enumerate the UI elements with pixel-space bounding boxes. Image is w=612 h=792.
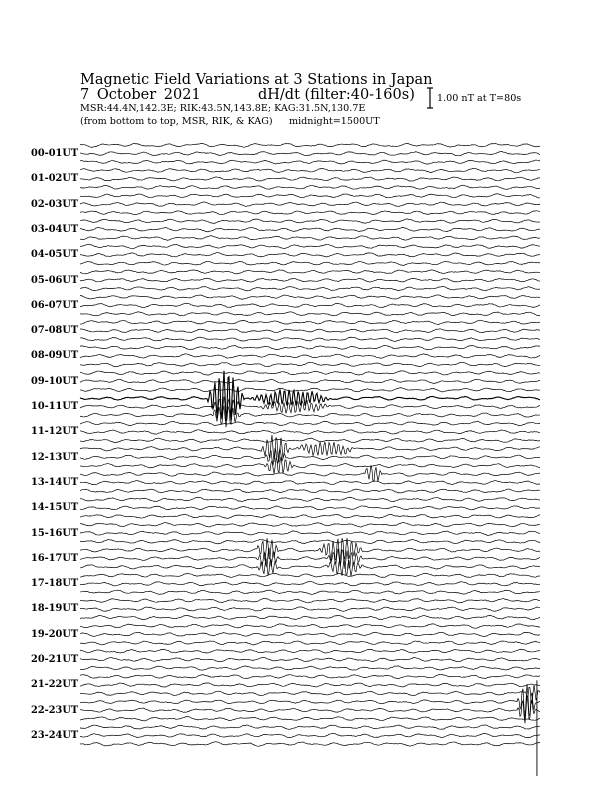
trace-rik bbox=[80, 581, 540, 585]
trace-msr bbox=[80, 666, 540, 670]
trace-kag bbox=[80, 624, 540, 628]
trace-rik bbox=[80, 506, 540, 510]
hour-label: 23-24UT bbox=[31, 729, 79, 741]
trace-msr bbox=[80, 236, 540, 241]
trace-msr bbox=[80, 685, 540, 704]
trace-kag bbox=[80, 674, 540, 678]
station-order-note: (from bottom to top, MSR, RIK, & KAG) bbox=[80, 116, 273, 127]
trace-kag bbox=[80, 371, 540, 375]
trace-kag bbox=[80, 497, 540, 501]
trace-msr bbox=[80, 457, 540, 474]
trace-msr bbox=[80, 514, 540, 518]
hour-label: 14-15UT bbox=[31, 502, 79, 514]
trace-msr bbox=[80, 160, 540, 164]
trace-rik bbox=[80, 607, 540, 611]
midnight-note: midnight=1500UT bbox=[289, 116, 380, 127]
trace-msr bbox=[80, 742, 540, 747]
trace-msr bbox=[80, 261, 540, 265]
hour-label: 04-05UT bbox=[31, 249, 79, 261]
hour-label: 06-07UT bbox=[31, 299, 79, 311]
trace-kag bbox=[80, 421, 540, 426]
trace-msr bbox=[80, 590, 540, 594]
trace-rik bbox=[80, 253, 540, 257]
trace-kag bbox=[80, 371, 540, 421]
trace-msr bbox=[80, 558, 540, 576]
trace-kag bbox=[80, 649, 540, 653]
trace-msr bbox=[80, 362, 540, 367]
trace-kag bbox=[80, 219, 540, 224]
trace-rik bbox=[80, 733, 540, 737]
trace-kag bbox=[80, 598, 540, 603]
trace-rik bbox=[80, 480, 540, 484]
trace-rik bbox=[80, 683, 540, 687]
trace-kag bbox=[80, 270, 540, 274]
hour-label: 20-21UT bbox=[31, 654, 79, 665]
trace-rik bbox=[80, 177, 540, 181]
trace-rik bbox=[80, 379, 540, 383]
chart-title: Magnetic Field Variations at 3 Stations in Japan bbox=[80, 72, 433, 88]
trace-msr bbox=[80, 641, 540, 645]
trace-rik bbox=[80, 632, 540, 636]
hour-label: 18-19UT bbox=[31, 603, 79, 615]
trace-kag bbox=[80, 725, 540, 730]
trace-group bbox=[80, 143, 540, 776]
trace-msr bbox=[80, 211, 540, 215]
hour-label: 11-12UT bbox=[31, 426, 79, 438]
scale-label: 1.00 nT at T=80s bbox=[437, 93, 522, 104]
trace-msr bbox=[80, 717, 540, 721]
trace-kag bbox=[80, 345, 540, 349]
hour-label: 08-09UT bbox=[31, 350, 79, 362]
station-coordinates: MSR:44.4N,142.3E; RIK:43.5N,143.8E; KAG:31.5N,130.7E bbox=[80, 103, 366, 114]
trace-msr bbox=[80, 388, 540, 392]
hour-label: 07-08UT bbox=[31, 325, 79, 337]
trace-rik bbox=[80, 227, 540, 231]
trace-msr bbox=[80, 312, 540, 316]
hour-label: 16-17UT bbox=[31, 552, 79, 564]
hour-label: 05-06UT bbox=[31, 274, 79, 286]
trace-kag bbox=[80, 194, 540, 198]
hour-label: 21-22UT bbox=[31, 679, 79, 691]
trace-kag bbox=[80, 295, 540, 299]
trace-kag bbox=[80, 168, 540, 172]
trace-kag bbox=[80, 684, 540, 719]
trace-rik bbox=[80, 531, 540, 535]
trace-rik bbox=[80, 448, 540, 466]
trace-msr bbox=[80, 185, 540, 189]
trace-rik bbox=[80, 303, 540, 308]
trace-kag bbox=[80, 244, 540, 249]
hour-label: 22-23UT bbox=[31, 704, 79, 716]
hour-label: 10-11UT bbox=[31, 401, 79, 412]
hour-label: 00-01UT bbox=[31, 148, 79, 159]
trace-kag bbox=[80, 522, 540, 527]
derivative-label: dH/dt (filter:40-160s) bbox=[258, 87, 415, 103]
hour-label: 12-13UT bbox=[31, 451, 79, 463]
trace-kag bbox=[80, 320, 540, 324]
hour-label: 01-02UT bbox=[31, 173, 79, 185]
trace-msr bbox=[80, 489, 540, 493]
trace-kag bbox=[80, 573, 540, 577]
hour-label: 09-10UT bbox=[31, 375, 79, 387]
trace-msr bbox=[80, 438, 540, 442]
trace-rik bbox=[80, 354, 540, 359]
date-label: 7 October 2021 bbox=[80, 87, 201, 103]
trace-rik bbox=[80, 202, 540, 207]
trace-msr bbox=[80, 539, 540, 543]
hour-label: 03-04UT bbox=[31, 223, 79, 235]
trace-rik bbox=[80, 430, 540, 435]
trace-kag bbox=[80, 435, 540, 462]
hour-label: 02-03UT bbox=[31, 198, 79, 210]
hour-label: 13-14UT bbox=[31, 476, 79, 488]
trace-rik bbox=[80, 657, 540, 661]
hour-label: 19-20UT bbox=[31, 628, 79, 640]
trace-rik bbox=[80, 151, 540, 155]
hour-label: 17-18UT bbox=[31, 578, 79, 590]
trace-kag bbox=[80, 143, 540, 147]
trace-msr bbox=[80, 337, 540, 341]
trace-rik bbox=[80, 329, 540, 333]
trace-msr bbox=[80, 286, 540, 291]
trace-rik bbox=[80, 278, 540, 282]
hour-label: 15-16UT bbox=[31, 527, 79, 539]
trace-msr bbox=[80, 615, 540, 619]
